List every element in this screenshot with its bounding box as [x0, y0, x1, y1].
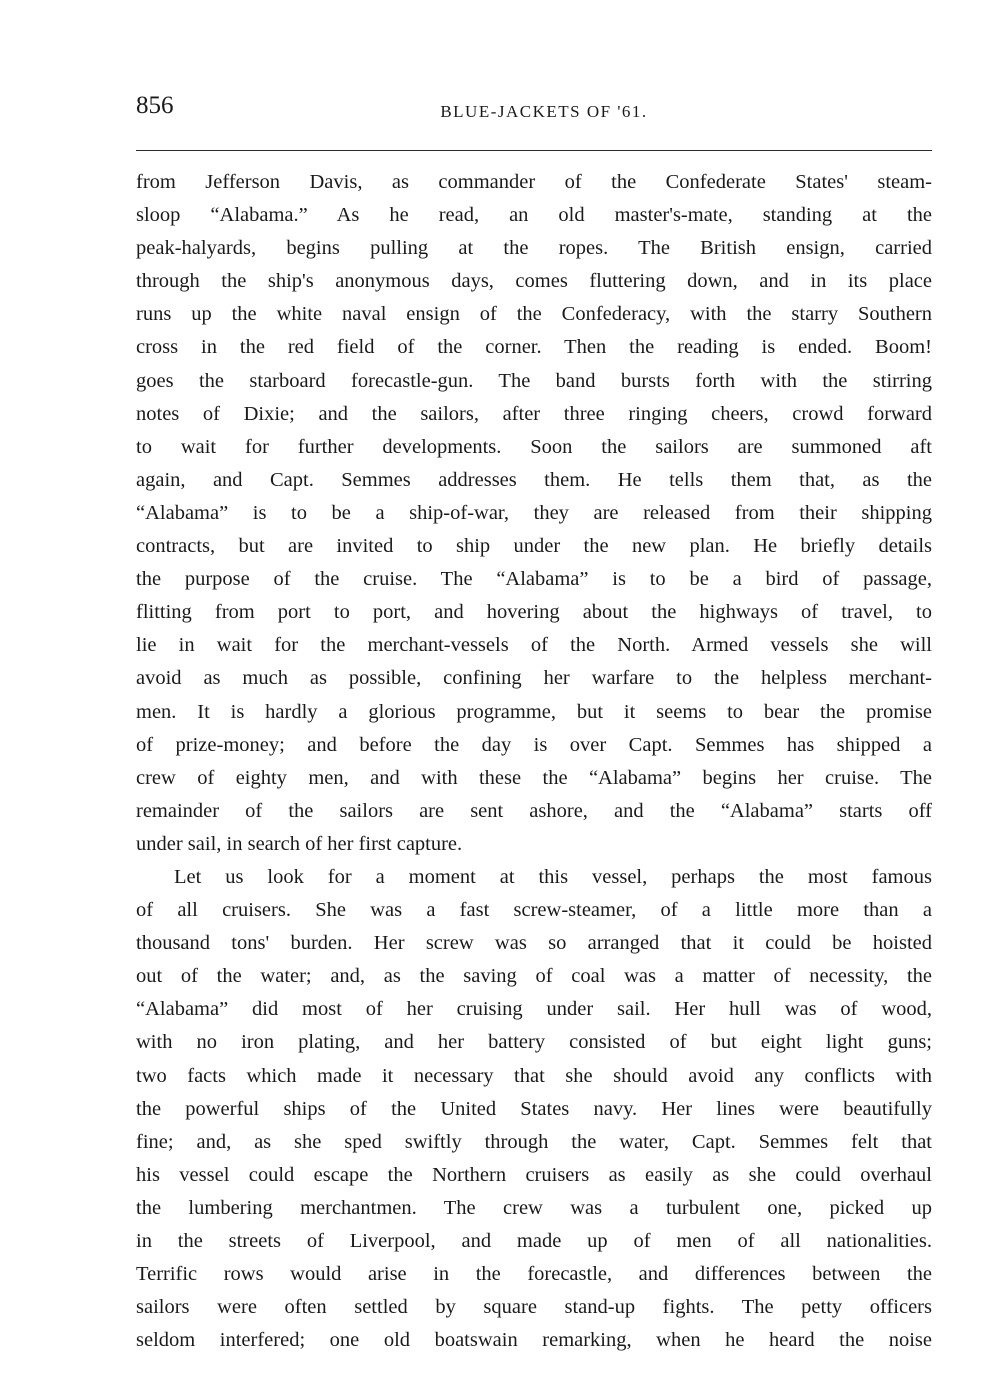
text-line: remainder of the sailors are sent ashore, and the “Alabama” starts off — [136, 799, 932, 822]
text-line: “Alabama” did most of her cruising under sail. Her hull was of wood, — [136, 998, 932, 1021]
text-line: the powerful ships of the United States navy. Her lines were beautifully — [136, 1097, 932, 1120]
text-line: notes of Dixie; and the sailors, after three ringing cheers, crowd forward — [136, 402, 932, 425]
text-line: from Jefferson Davis, as commander of the Confederate States' steam- — [136, 171, 932, 193]
text-line: out of the water; and, as the saving of coal was a matter of necessity, the — [136, 965, 932, 988]
header-rule — [136, 150, 932, 151]
text-line: men. It is hardly a glorious programme, but it seems to bear the promise — [136, 700, 932, 723]
text-line: fine; and, as she sped swiftly through the water, Capt. Semmes felt that — [136, 1130, 932, 1153]
text-line: Let us look for a moment at this vessel, perhaps the most famous — [174, 865, 932, 888]
text-line: contracts, but are invited to ship under the new plan. He briefly details — [136, 535, 932, 558]
text-line: “Alabama” is to be a ship-of-war, they are released from their shipping — [136, 501, 932, 524]
text-line: lie in wait for the merchant-vessels of the North. Armed vessels she will — [136, 634, 932, 657]
body-text — [136, 166, 932, 1357]
text-line: the lumbering merchantmen. The crew was a turbulent one, picked up — [136, 1196, 932, 1219]
text-line: avoid as much as possible, confining her warfare to the helpless merchant- — [136, 667, 932, 690]
text-line: peak-halyards, begins pulling at the ropes. The British ensign, carried — [136, 237, 932, 260]
text-line: goes the starboard forecastle-gun. The band bursts forth with the stirring — [136, 369, 932, 392]
text-line: crew of eighty men, and with these the “Alabama” begins her cruise. The — [136, 766, 932, 789]
text-line: of all cruisers. She was a fast screw-steamer, of a little more than a — [136, 899, 932, 922]
text-line: in the streets of Liverpool, and made up of men of all nationalities. — [136, 1230, 932, 1252]
running-title: BLUE-JACKETS OF '61. — [440, 102, 648, 121]
text-line: of prize-money; and before the day is over Capt. Semmes has shipped a — [136, 733, 932, 756]
text-line: cross in the red field of the corner. Then the reading is ended. Boom! — [136, 336, 932, 359]
text-line: the purpose of the cruise. The “Alabama” is to be a bird of passage, — [136, 568, 932, 591]
text-line: sloop “Alabama.” As he read, an old master's-mate, standing at the — [136, 204, 932, 227]
text-line: runs up the white naval ensign of the Confederacy, with the starry Southern — [136, 303, 932, 326]
text-line: Terrific rows would arise in the forecastle, and differences between the — [136, 1263, 932, 1286]
text-line: flitting from port to port, and hovering about the highways of travel, to — [136, 601, 932, 624]
text-line: his vessel could escape the Northern cruisers as easily as she could overhaul — [136, 1163, 932, 1186]
text-line: seldom interfered; one old boatswain remarking, when he heard the noise — [136, 1329, 932, 1352]
text-line: with no iron plating, and her battery consisted of but eight light guns; — [136, 1031, 932, 1054]
text-line: to wait for further developments. Soon the sailors are summoned aft — [136, 435, 932, 458]
page-number: 856 — [136, 92, 174, 119]
text-line: under sail, in search of her first capture. — [136, 832, 463, 855]
page-header — [136, 92, 932, 132]
text-line: sailors were often settled by square stand-up fights. The petty officers — [136, 1296, 932, 1319]
text-line: again, and Capt. Semmes addresses them. He tells them that, as the — [136, 468, 932, 491]
text-line: thousand tons' burden. Her screw was so arranged that it could be hoisted — [136, 932, 932, 955]
text-line: through the ship's anonymous days, comes fluttering down, and in its place — [136, 270, 932, 293]
text-line: two facts which made it necessary that she should avoid any conflicts with — [136, 1064, 932, 1087]
